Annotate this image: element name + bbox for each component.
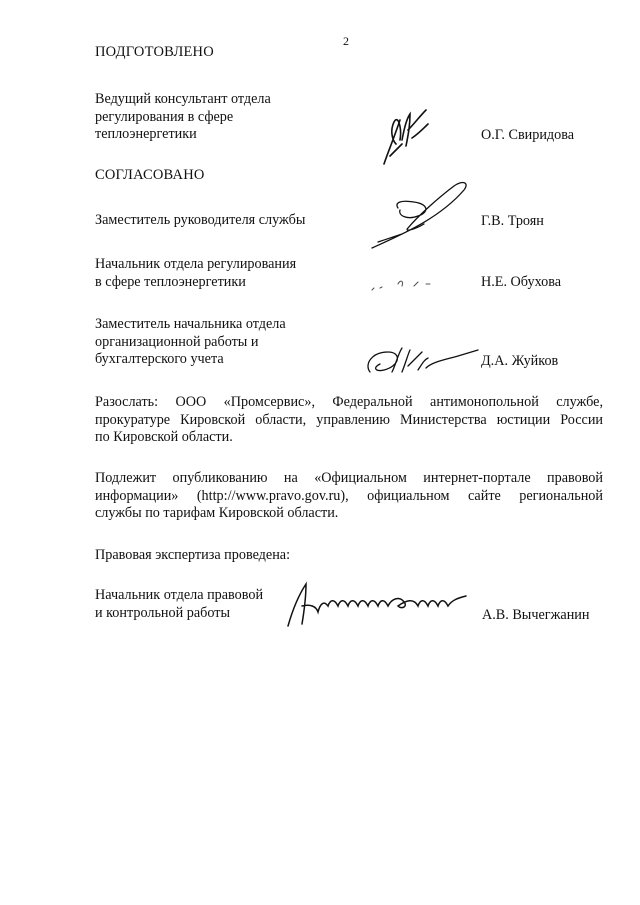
- signatory-name: Д.А. Жуйков: [481, 353, 559, 369]
- signatory-position: [95, 316, 286, 369]
- signature-obukhova: [370, 270, 450, 296]
- paragraph-line: прокуратуре Кировской области, управлению Министерства юстиции России: [95, 411, 603, 428]
- paragraph-line: по Кировской области.: [95, 429, 233, 446]
- position-line: регулирования в сфере: [95, 108, 234, 125]
- signature-vychegzhanin: [282, 576, 474, 632]
- signature-zhuikov: [362, 342, 482, 382]
- signatory-name: Г.В. Троян: [481, 213, 544, 229]
- position-line: в сфере теплоэнергетики: [95, 273, 246, 290]
- signatory-name: Н.Е. Обухова: [481, 274, 562, 290]
- position-line: Заместитель руководителя службы: [95, 212, 306, 228]
- signature-troyan: [368, 176, 480, 254]
- position-line: и контрольной работы: [95, 604, 230, 621]
- position-line: бухгалтерского учета: [95, 351, 224, 367]
- prepared-heading: ПОДГОТОВЛЕНО: [95, 44, 214, 60]
- paragraph-line: службы по тарифам Кировской области.: [95, 505, 339, 522]
- signature-sviridova: [372, 100, 438, 172]
- distribution-paragraph: [95, 394, 603, 447]
- legal-review-name: А.В. Вычегжанин: [482, 607, 590, 623]
- signatory-position: [95, 256, 296, 291]
- prepared-name: О.Г. Свиридова: [481, 127, 575, 143]
- legal-review-position: [95, 587, 263, 622]
- position-line: организационной работы и: [95, 333, 259, 350]
- paragraph-line: Разослать: ООО «Промсервис», Федеральной антимонопольной службе,: [95, 394, 603, 410]
- position-line: Начальник отдела регулирования: [95, 256, 297, 272]
- agreed-heading: СОГЛАСОВАНО: [95, 167, 205, 183]
- position-line: теплоэнергетики: [95, 126, 197, 142]
- paragraph-line: Подлежит опубликованию на «Официальном интернет-портале правовой: [95, 470, 603, 486]
- position-line: Заместитель начальника отдела: [95, 316, 286, 332]
- publication-paragraph: [95, 470, 603, 523]
- position-line: Ведущий консультант отдела: [95, 91, 271, 107]
- legal-review-heading: Правовая экспертиза проведена:: [95, 547, 291, 563]
- paragraph-line: информации» (http://www.pravo.gov.ru), официальном сайте региональной: [95, 487, 603, 504]
- page-number: 2: [343, 34, 349, 48]
- prepared-position: [95, 91, 271, 144]
- signatory-position: [95, 212, 305, 230]
- position-line: Начальник отдела правовой: [95, 587, 264, 603]
